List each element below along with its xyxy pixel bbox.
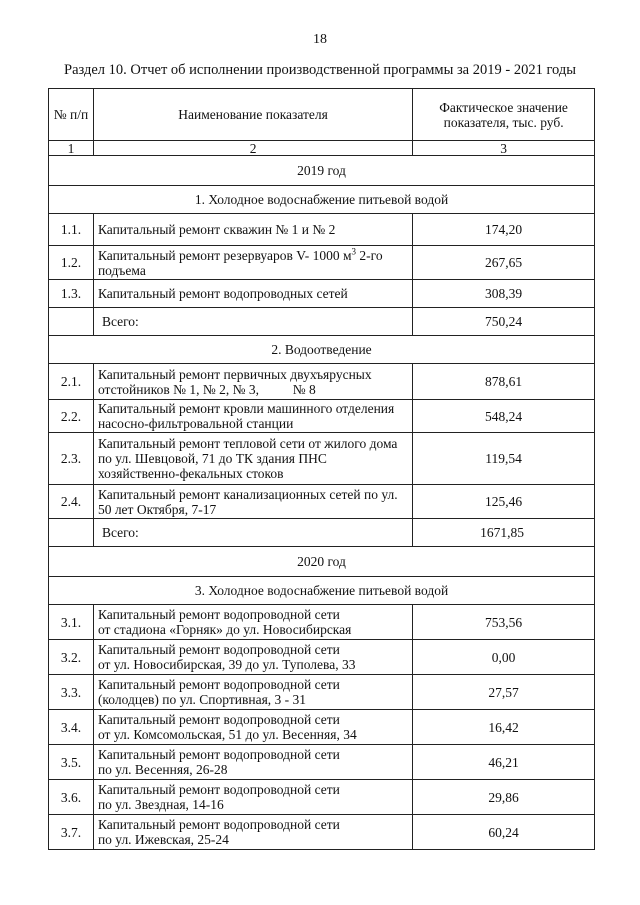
row-value: 60,24: [413, 815, 595, 850]
row-name-line: Капитальный ремонт водопроводной сети: [97, 607, 340, 622]
row-value: 0,00: [413, 640, 595, 675]
row-name-text: 2-го подъема: [97, 247, 383, 278]
row-value: 753,56: [413, 605, 595, 640]
row-num: 3.5.: [49, 745, 94, 780]
row-num: 3.2.: [49, 640, 94, 675]
row-num: 1.3.: [49, 280, 94, 308]
row-name: Капитальный ремонт скважин № 1 и № 2: [93, 214, 412, 246]
row-name: Капитальный ремонт первичных двухъярусных отстойников № 1, № 2, № 3, № 8: [93, 364, 412, 400]
row-num: 2.1.: [49, 364, 94, 400]
column-numbers-row: [49, 141, 595, 156]
table-row: [49, 433, 595, 485]
row-value: 29,86: [413, 780, 595, 815]
row-num: 2.2.: [49, 400, 94, 433]
table-row: [49, 280, 595, 308]
row-value: 27,57: [413, 675, 595, 710]
row-name-line: по ул. Весенняя, 26-28: [97, 762, 228, 777]
row-name-line: Капитальный ремонт водопроводной сети: [97, 817, 340, 832]
column-number: 1: [49, 141, 94, 156]
total-row: [49, 308, 595, 336]
total-label: Всего:: [93, 519, 412, 547]
row-name-line: Капитальный ремонт водопроводной сети: [97, 712, 340, 727]
row-value: 174,20: [413, 214, 595, 246]
row-value: 267,65: [413, 246, 595, 280]
row-name: [93, 605, 412, 640]
superscript: 3: [351, 246, 357, 256]
page-title: Раздел 10. Отчет об исполнении производственной программы за 2019 - 2021 годы: [64, 62, 576, 78]
row-name: Капитальный ремонт тепловой сети от жилого дома по ул. Шевцовой, 71 до ТК здания ПНС хозяйственно-фекальных стоков: [93, 433, 412, 485]
row-num: 2.4.: [49, 485, 94, 519]
row-name: Капитальный ремонт кровли машинного отделения насосно-фильтровальной станции: [93, 400, 412, 433]
section-3-title: 3. Холодное водоснабжение питьевой водой: [49, 577, 595, 605]
column-number: 3: [413, 141, 595, 156]
row-name: [93, 246, 412, 280]
table-row: [49, 214, 595, 246]
row-num: 3.6.: [49, 780, 94, 815]
row-name: [93, 710, 412, 745]
row-value: 878,61: [413, 364, 595, 400]
row-name-line: (колодцев) по ул. Спортивная, 3 - 31: [97, 692, 307, 707]
report-table: [48, 88, 595, 850]
row-name-line: от ул. Новосибирская, 39 до ул. Туполева, 33: [97, 657, 356, 672]
row-num: 1.1.: [49, 214, 94, 246]
row-name-line: по ул. Звездная, 14-16: [97, 797, 224, 812]
header-name: Наименование показателя: [93, 89, 412, 141]
row-num: 3.1.: [49, 605, 94, 640]
table-row: [49, 745, 595, 780]
row-value: 308,39: [413, 280, 595, 308]
row-name-line: от ул. Комсомольская, 51 до ул. Весенняя, 34: [97, 727, 357, 742]
row-num: 1.2.: [49, 246, 94, 280]
row-value: 16,42: [413, 710, 595, 745]
section-1-title: 1. Холодное водоснабжение питьевой водой: [49, 186, 595, 214]
table-row: [49, 364, 595, 400]
row-num: 3.7.: [49, 815, 94, 850]
row-name-line: Капитальный ремонт водопроводной сети: [97, 677, 340, 692]
total-value: 750,24: [413, 308, 595, 336]
table-row: [49, 400, 595, 433]
table-row: [49, 605, 595, 640]
table-row: [49, 485, 595, 519]
header-num: № п/п: [49, 89, 94, 141]
row-name-line: Капитальный ремонт водопроводной сети: [97, 747, 340, 762]
table-row: [49, 246, 595, 280]
row-value: 46,21: [413, 745, 595, 780]
row-name: Капитальный ремонт канализационных сетей по ул. 50 лет Октября, 7-17: [93, 485, 412, 519]
total-value: 1671,85: [413, 519, 595, 547]
row-num: 3.3.: [49, 675, 94, 710]
year-2019-header: 2019 год: [49, 156, 595, 186]
row-num: 3.4.: [49, 710, 94, 745]
row-name-line: Капитальный ремонт водопроводной сети: [97, 642, 340, 657]
row-name-line: по ул. Ижевская, 25-24: [97, 832, 229, 847]
header-value: Фактическое значение показателя, тыс. руб.: [413, 89, 595, 141]
row-name: [93, 815, 412, 850]
row-name-text: Капитальный ремонт резервуаров V- 1000 м: [97, 247, 352, 263]
row-name-line: Капитальный ремонт водопроводной сети: [97, 782, 340, 797]
row-value: 119,54: [413, 433, 595, 485]
row-value: 548,24: [413, 400, 595, 433]
table-row: [49, 815, 595, 850]
column-number: 2: [93, 141, 412, 156]
table-row: [49, 640, 595, 675]
total-label: Всего:: [93, 308, 412, 336]
year-2020-header: 2020 год: [49, 547, 595, 577]
row-name: [93, 745, 412, 780]
row-name: [93, 780, 412, 815]
total-row: [49, 519, 595, 547]
section-2-title: 2. Водоотведение: [49, 336, 595, 364]
page-number: 18: [313, 32, 327, 47]
row-num: 2.3.: [49, 433, 94, 485]
table-row: [49, 780, 595, 815]
table-header-row: [49, 89, 595, 141]
row-name: [93, 640, 412, 675]
table-row: [49, 710, 595, 745]
row-name: Капитальный ремонт водопроводных сетей: [93, 280, 412, 308]
table-row: [49, 675, 595, 710]
row-value: 125,46: [413, 485, 595, 519]
row-name-line: от стадиона «Горняк» до ул. Новосибирская: [97, 622, 352, 637]
row-name: [93, 675, 412, 710]
